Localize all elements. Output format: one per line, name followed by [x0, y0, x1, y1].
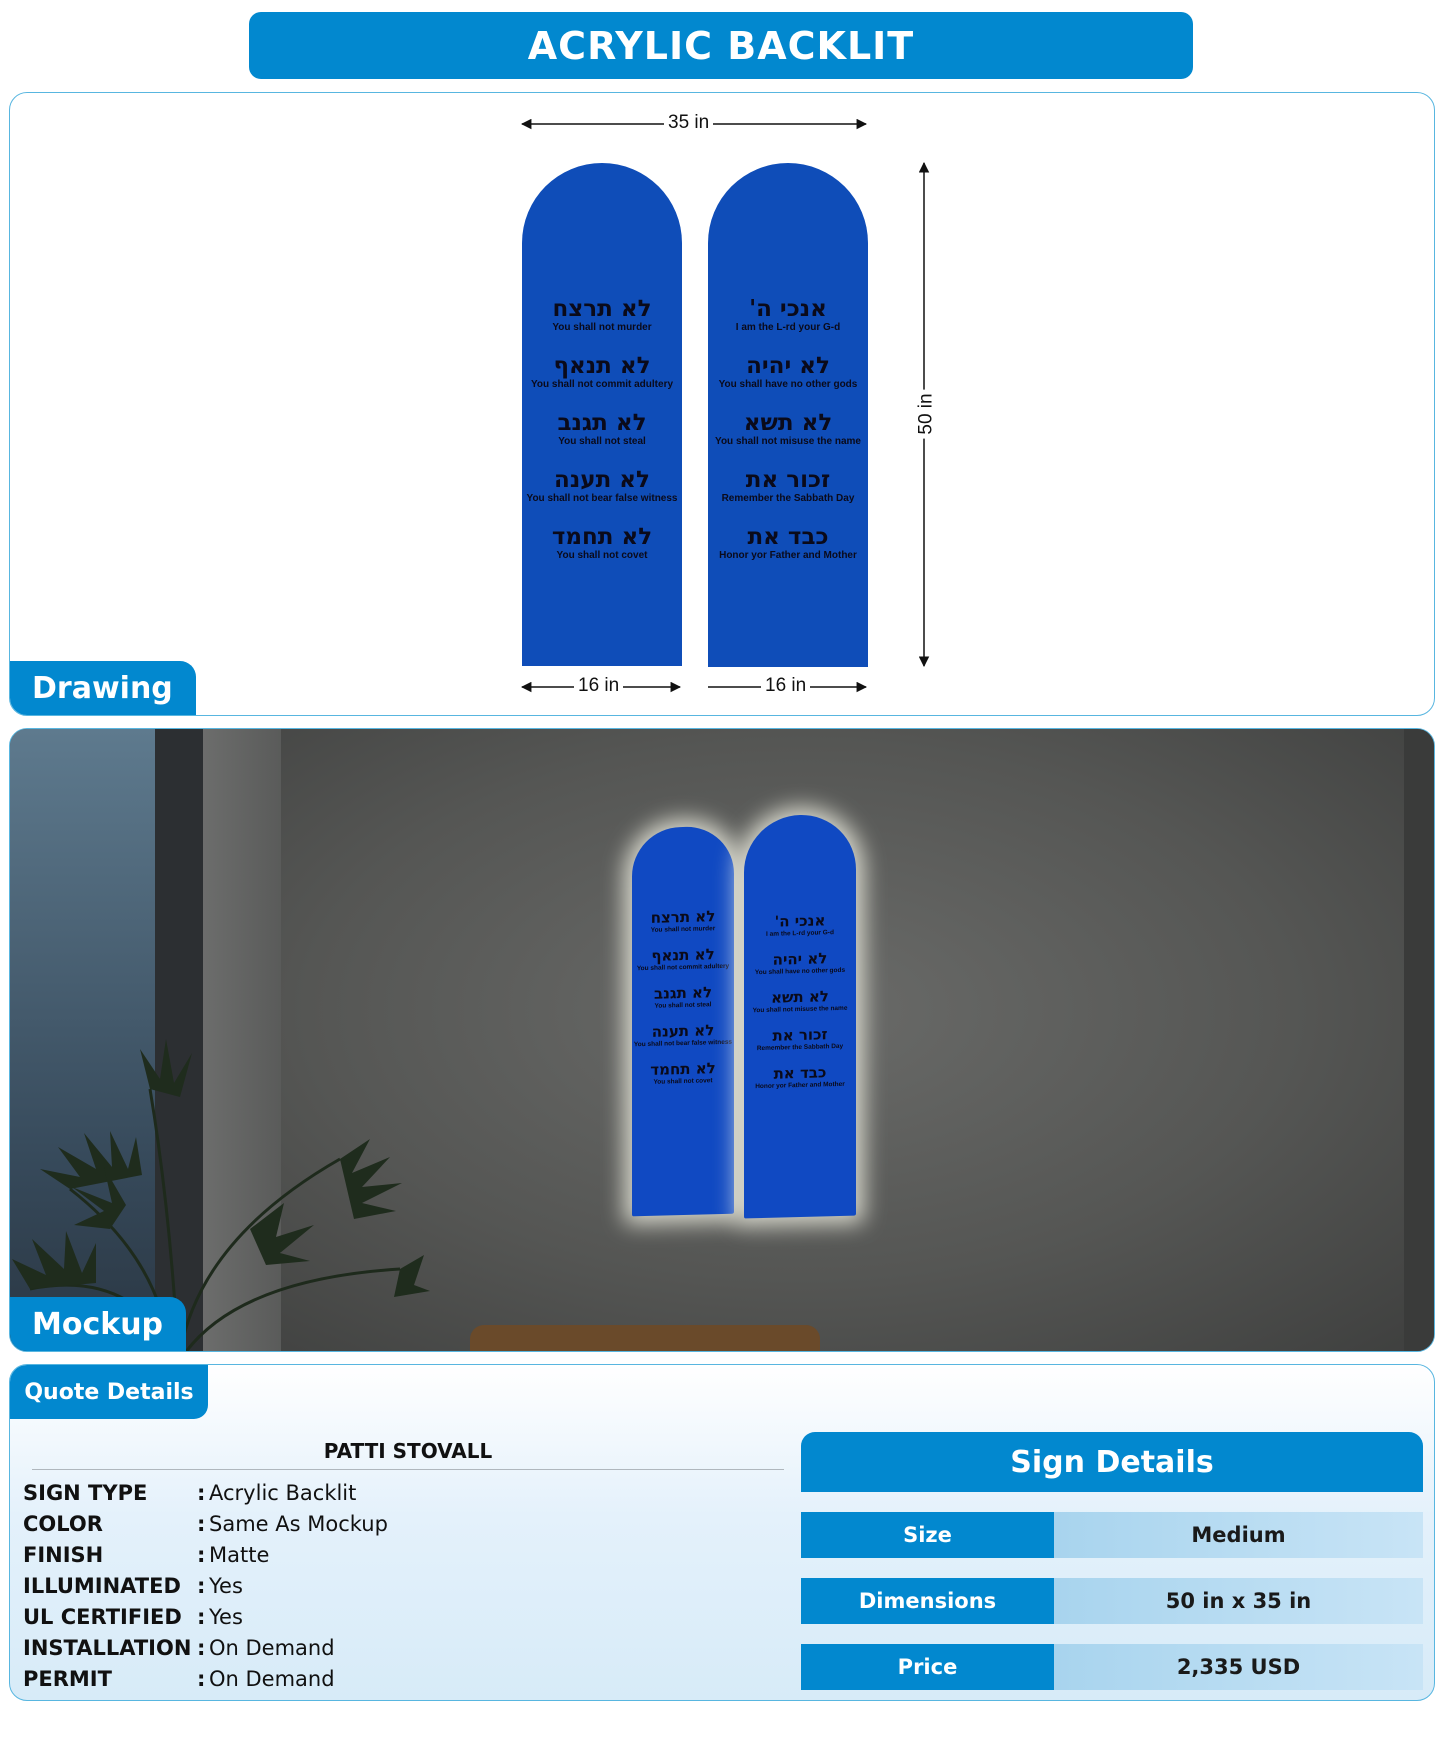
mockup-left-tablet-text — [632, 908, 734, 1101]
tablet-hebrew-line: לא תחמד — [551, 524, 653, 550]
tablet-hebrew-line: לא תגנב — [557, 410, 647, 436]
sign-details-title: Sign Details — [801, 1432, 1423, 1492]
tablet-english-line: You shall not steal — [654, 1001, 712, 1010]
spec-value: Same As Mockup — [209, 1511, 388, 1536]
tablet-english-line: Honor yor Father and Mother — [755, 1080, 845, 1091]
tablet-hebrew-line: לא תענה — [554, 467, 650, 493]
spec-separator: : — [197, 1511, 206, 1536]
left-width-label: 16 in — [574, 675, 623, 697]
spec-value: Matte — [209, 1542, 270, 1567]
tablet-english-line: You shall not covet — [556, 550, 648, 561]
detail-key: Price — [801, 1644, 1054, 1690]
tablet-hebrew-line: אנכי ה' — [774, 911, 826, 931]
mockup-right-tablet-text — [744, 912, 856, 1105]
left-tablet-text — [522, 297, 682, 582]
tablet-hebrew-line: לא תשא — [771, 987, 829, 1007]
spec-label: INSTALLATION — [23, 1635, 192, 1660]
tablet-english-line: You shall have no other gods — [754, 966, 846, 977]
tablet-english-line: I am the L-rd your G-d — [766, 929, 834, 938]
spec-list — [23, 1477, 388, 1694]
tablet-hebrew-line: לא תחמד — [650, 1059, 716, 1079]
detail-row-price — [801, 1644, 1423, 1690]
wall — [281, 729, 1434, 1352]
tablet-hebrew-line: לא תנאף — [651, 945, 715, 965]
detail-key: Size — [801, 1512, 1054, 1558]
spec-separator: : — [197, 1604, 206, 1629]
spec-value: On Demand — [209, 1635, 335, 1660]
spec-row — [23, 1601, 388, 1632]
tablet-english-line: You shall not misuse the name — [752, 1004, 848, 1015]
tablet-hebrew-line: לא תענה — [651, 1021, 715, 1041]
spec-row — [23, 1539, 388, 1570]
tablet-english-line: You shall not commit adultery — [636, 962, 730, 973]
height-label: 50 in — [916, 389, 938, 438]
spec-row — [23, 1477, 388, 1508]
spec-value: Yes — [209, 1573, 243, 1598]
quote-panel — [9, 1364, 1435, 1701]
detail-row-size — [801, 1512, 1423, 1558]
mockup-left-tablet — [632, 826, 734, 1217]
tablet-hebrew-line: לא יהיה — [746, 353, 830, 379]
spec-label: PERMIT — [23, 1666, 112, 1691]
tablet-hebrew-line: אנכי ה' — [749, 296, 827, 322]
tablet-hebrew-line: כבד את — [747, 524, 829, 550]
tablet-english-line: Remember the Sabbath Day — [756, 1042, 844, 1053]
tablet-english-line: You shall not commit adultery — [530, 379, 674, 390]
drawing-panel — [9, 92, 1435, 716]
sofa — [470, 1325, 820, 1352]
spec-separator: : — [197, 1480, 206, 1505]
tablet-english-line: You shall not covet — [653, 1077, 713, 1086]
tablet-hebrew-line: זכור את — [772, 1025, 828, 1045]
tablet-english-line: You shall not murder — [552, 322, 652, 333]
tablet-english-line: You shall not misuse the name — [715, 436, 861, 447]
tablet-english-line: You shall have no other gods — [718, 379, 858, 390]
mockup-tab: Mockup — [10, 1297, 186, 1351]
quote-details-tab: Quote Details — [10, 1365, 208, 1419]
spec-label: ILLUMINATED — [23, 1573, 181, 1598]
spec-row — [23, 1632, 388, 1663]
spec-label: UL CERTIFIED — [23, 1604, 182, 1629]
customer-name: PATTI STOVALL — [32, 1439, 784, 1470]
tablet-hebrew-line: כבד את — [773, 1063, 827, 1083]
page-title: ACRYLIC BACKLIT — [249, 12, 1193, 79]
detail-value: 2,335 USD — [1054, 1644, 1423, 1690]
drawing-tab: Drawing — [10, 661, 196, 715]
detail-value: 50 in x 35 in — [1054, 1578, 1423, 1624]
detail-value: Medium — [1054, 1512, 1423, 1558]
right-tablet — [708, 163, 868, 667]
mockup-panel — [9, 728, 1435, 1352]
right-width-label: 16 in — [761, 675, 810, 697]
spec-label: FINISH — [23, 1542, 104, 1567]
detail-row-dimensions — [801, 1578, 1423, 1624]
tablet-hebrew-line: לא תרצח — [650, 907, 716, 927]
tablet-english-line: You shall not bear false witness — [526, 493, 678, 504]
spec-value: Yes — [209, 1604, 243, 1629]
spec-value: On Demand — [209, 1666, 335, 1691]
spec-separator: : — [197, 1573, 206, 1598]
tablet-english-line: Honor yor Father and Mother — [719, 550, 857, 561]
wall-edge — [1404, 729, 1434, 1352]
spec-row — [23, 1663, 388, 1694]
spec-label: COLOR — [23, 1511, 103, 1536]
detail-key: Dimensions — [801, 1578, 1054, 1624]
tablet-hebrew-line: לא תגנב — [653, 983, 713, 1003]
tablet-english-line: You shall not murder — [650, 925, 716, 934]
spec-value: Acrylic Backlit — [209, 1480, 357, 1505]
left-tablet — [522, 163, 682, 666]
tablet-hebrew-line: לא תרצח — [552, 296, 652, 322]
tablet-english-line: Remember the Sabbath Day — [721, 493, 855, 504]
spec-separator: : — [197, 1542, 206, 1567]
tablet-english-line: You shall not steal — [558, 436, 646, 447]
tablet-english-line: I am the L-rd your G-d — [735, 322, 841, 333]
tablet-hebrew-line: לא תשא — [743, 410, 833, 436]
tablet-hebrew-line: לא יהיה — [772, 949, 828, 969]
spec-row — [23, 1508, 388, 1539]
total-width-label: 35 in — [664, 112, 713, 134]
tablet-hebrew-line: לא תנאף — [553, 353, 651, 379]
tablet-english-line: You shall not bear false witness — [633, 1038, 733, 1049]
spec-row — [23, 1570, 388, 1601]
right-tablet-text — [708, 297, 868, 582]
spec-separator: : — [197, 1635, 206, 1660]
mockup-right-tablet — [744, 814, 856, 1219]
spec-label: SIGN TYPE — [23, 1480, 148, 1505]
spec-separator: : — [197, 1666, 206, 1691]
tablet-hebrew-line: זכור את — [745, 467, 831, 493]
